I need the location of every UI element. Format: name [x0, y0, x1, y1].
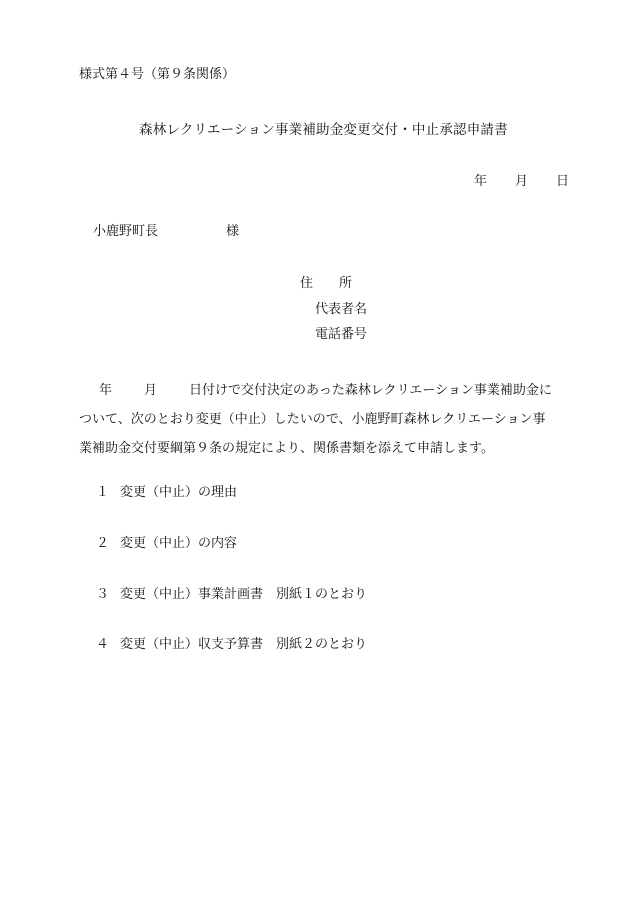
- body-line-2: ついて、次のとおり変更（中止）したいので、小鹿野町森林レクリエーション事: [79, 412, 546, 427]
- item-number: １: [96, 485, 110, 500]
- date-line: [474, 174, 569, 190]
- document-title: 森林レクリエーション事業補助金変更交付・中止承認申請書: [139, 122, 508, 138]
- applicant-address-label: [300, 276, 352, 292]
- item-note: 別紙２のとおり: [276, 637, 368, 652]
- applicant-representative-label: 代表者名: [315, 302, 368, 317]
- body-line-3: 業補助金交付要綱第９条の規定により、関係書類を添えて申請します。: [79, 441, 494, 456]
- addressee-name: 小鹿野町長: [93, 224, 159, 239]
- item-text: 変更（中止）の内容: [120, 536, 238, 551]
- form-number: 様式第４号（第９条関係）: [79, 67, 236, 82]
- addressee: [93, 224, 239, 240]
- address-label-char-1: 住: [300, 276, 314, 291]
- item-number: ３: [96, 587, 110, 602]
- address-label-char-2: 所: [339, 276, 353, 291]
- body-line-1: [79, 376, 579, 405]
- applicant-phone-label: 電話番号: [315, 327, 368, 342]
- list-item: [96, 637, 367, 653]
- item-text: 変更（中止）の理由: [120, 485, 238, 500]
- item-note: 別紙１のとおり: [276, 587, 368, 602]
- body-month-label: 月: [144, 383, 158, 398]
- item-text: 変更（中止）収支予算書: [120, 637, 264, 652]
- item-number: ２: [96, 536, 110, 551]
- application-body-text: [79, 376, 579, 463]
- date-day-label: 日: [556, 174, 570, 189]
- item-text: 変更（中止）事業計画書: [120, 587, 264, 602]
- list-item: [96, 587, 367, 603]
- list-item: [96, 536, 237, 552]
- date-month-label: 月: [515, 174, 529, 189]
- body-line-1-tail: 日付けで交付決定のあった森林レクリエーション事業補助金に: [189, 383, 552, 398]
- list-item: [96, 485, 237, 501]
- body-year-label: 年: [99, 383, 113, 398]
- date-year-label: 年: [474, 174, 488, 189]
- addressee-honorific: 様: [226, 224, 240, 239]
- item-number: ４: [96, 637, 110, 652]
